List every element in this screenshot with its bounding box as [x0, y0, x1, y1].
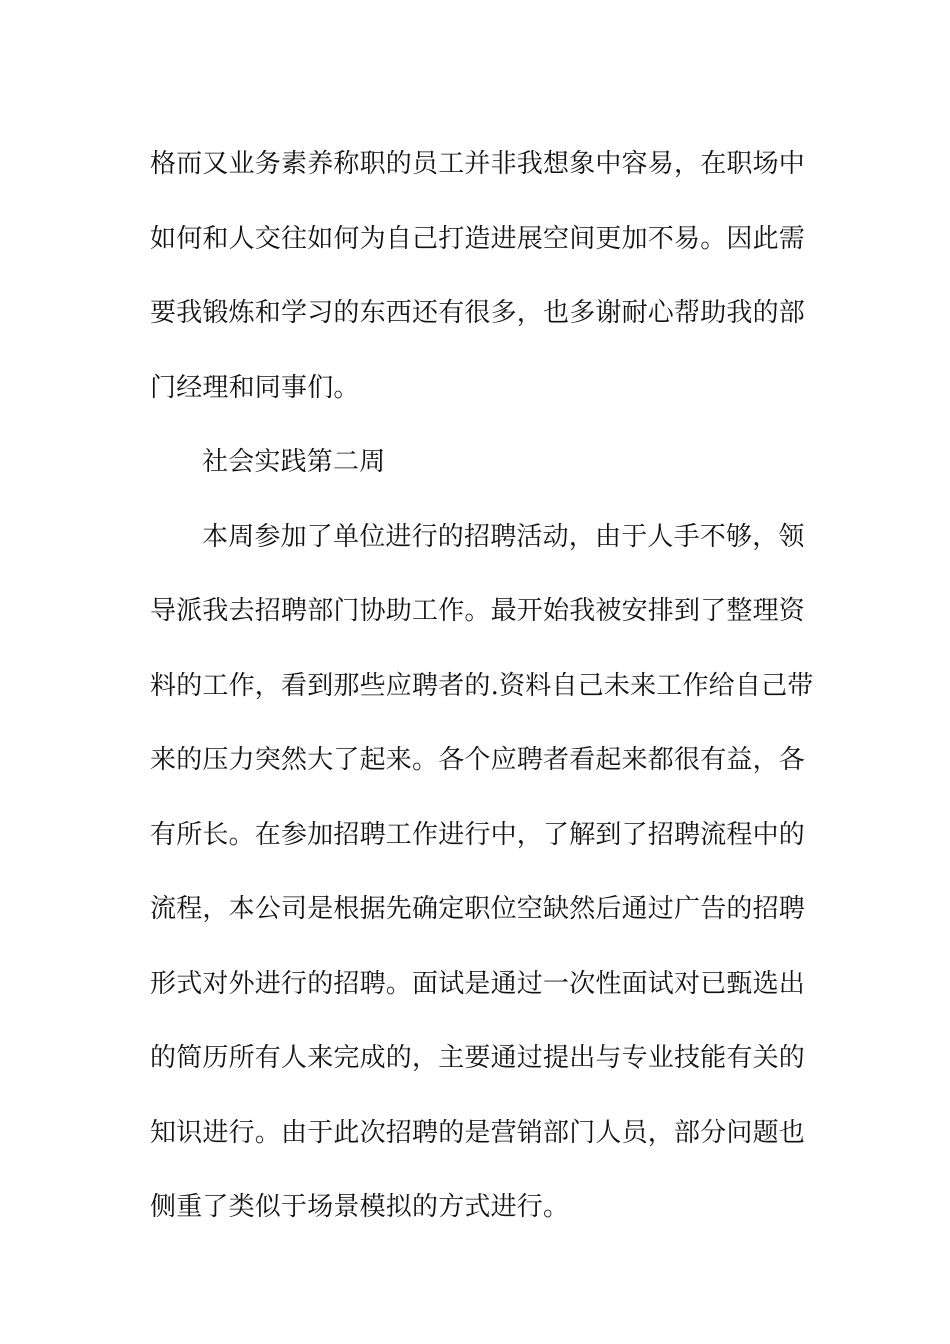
text-line: 流程，本公司是根据先确定职位空缺然后通过广告的招聘: [150, 894, 806, 924]
text-line: 要我锻炼和学习的东西还有很多，也多谢耐心帮助我的部: [150, 298, 806, 328]
text-line: 门经理和同事们。: [150, 372, 360, 403]
text-line: 如何和人交往如何为自己打造进展空间更加不易。因此需: [150, 223, 806, 254]
text-line: 料的工作，看到那些应聘者的.资料自己未来工作给自己带: [150, 670, 814, 701]
text-line: 有所长。在参加招聘工作进行中，了解到了招聘流程中的: [150, 819, 806, 850]
text-line: 导派我去招聘部门协助工作。最开始我被安排到了整理资: [150, 596, 806, 626]
text-line: 格而又业务素养称职的员工并非我想象中容易，在职场中: [150, 149, 806, 179]
text-line: 形式对外进行的招聘。面试是通过一次性面试对已甄选出: [150, 968, 806, 999]
body-text: [150, 127, 814, 1245]
text-line: 本周参加了单位进行的招聘活动，由于人手不够，领: [202, 521, 805, 552]
text-line: 知识进行。由于此次招聘的是营销部门人员，部分问题也: [150, 1117, 806, 1148]
text-line: 侧重了类似于场景模拟的方式进行。: [150, 1192, 570, 1222]
text-line: 的简历所有人来完成的，主要通过提出与专业技能有关的: [150, 1043, 806, 1073]
text-line: 来的压力突然大了起来。各个应聘者看起来都很有益，各: [150, 745, 806, 775]
section-heading: 社会实践第二周: [202, 447, 386, 477]
